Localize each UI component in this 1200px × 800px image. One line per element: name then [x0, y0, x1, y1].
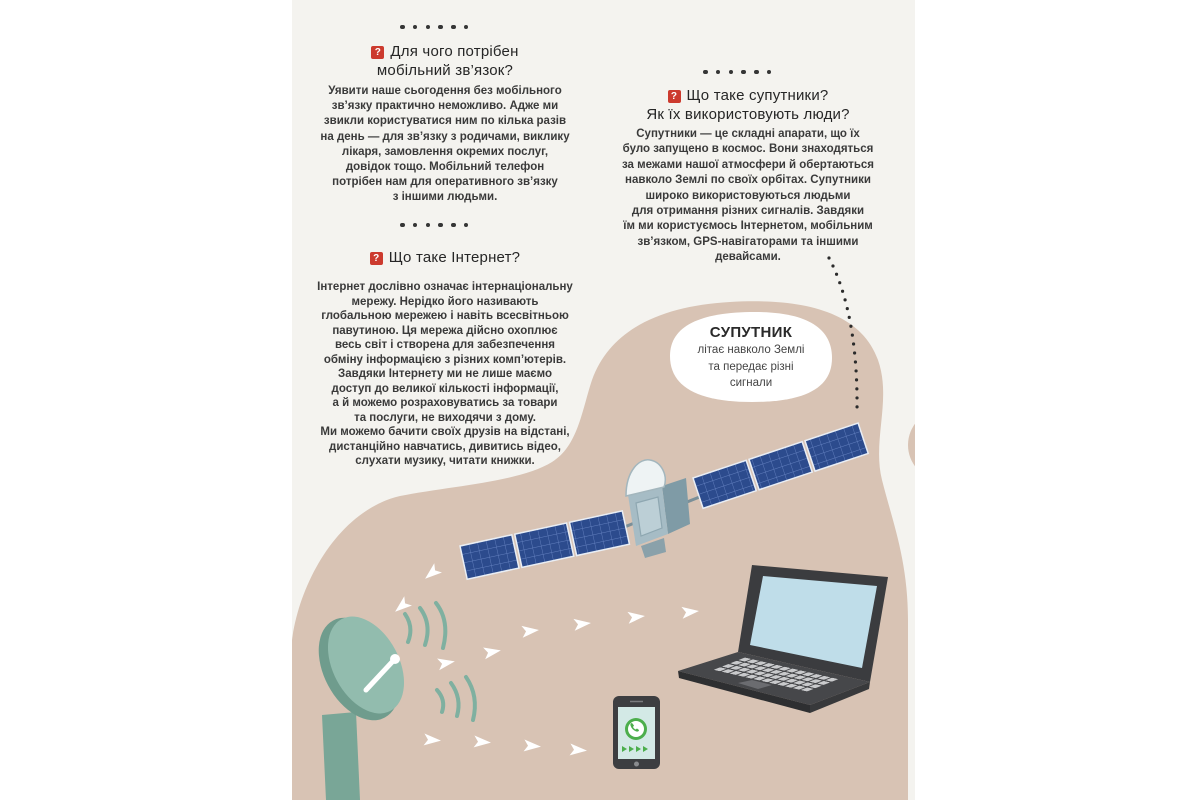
mobile-title-line: мобільний зв’язок?: [376, 61, 514, 79]
dot-separator: [400, 24, 477, 30]
satellites-text-line: їм ми користуємось Інтернетом, мобільним: [623, 220, 873, 233]
edge-blob: [908, 411, 972, 479]
satellites-text-line: за межами нашої атмосфери й обертаються: [621, 158, 875, 171]
dish-receiver: [390, 654, 400, 664]
satellite-callout: [671, 324, 831, 392]
mobile-text-line: довідок тощо. Мобільний телефон: [345, 161, 545, 174]
smartphone: [613, 696, 660, 769]
mobile-text-line: на день — для зв’язку з родичами, виклику: [320, 130, 570, 143]
dot-separator: [703, 69, 780, 75]
dish-stand: [322, 712, 360, 800]
satellites-text-line: для отримання різних сигналів. Завдяки: [631, 205, 865, 218]
satellites-text-line: Супутники — це складні апарати, що їх: [636, 128, 860, 140]
satellites-text-line: зв’язком, GPS-навігаторами та іншими: [637, 235, 859, 248]
internet-text-line: весь світ і створена для забезпечення: [334, 339, 556, 351]
internet-text-line: доступ до великої кількості інформації,: [331, 382, 559, 395]
mobile-title: [290, 43, 600, 80]
internet-text-line: Інтернет дослівно означає інтернаціональну: [317, 281, 573, 293]
question-icon: [668, 90, 681, 103]
mobile-text-line: Уявити наше сьогодення без мобільного: [328, 85, 562, 97]
internet-text-line: слухати музику, читати книжки.: [355, 455, 535, 467]
internet-text-line: обміну інформацією з різних комп’ютерів.: [323, 353, 567, 366]
internet-title-text: Що таке Інтернет?: [388, 249, 521, 266]
internet-text-line: дистанційно навчатись, дивитись відео,: [329, 440, 561, 453]
satellites-title-text: Що таке супутники?: [686, 87, 829, 104]
callout-line: літає навколо Землі: [697, 344, 805, 356]
satellites-text-line: широко використовуються людьми: [645, 189, 851, 202]
phone-home-button: [634, 762, 639, 767]
internet-title: [290, 249, 600, 268]
satellites-paragraph: [598, 127, 898, 266]
internet-paragraph: [290, 280, 600, 469]
internet-text-line: павутиною. Ця мережа дійсно охоплює: [332, 324, 558, 337]
callout-line: та передає різні: [708, 360, 794, 373]
internet-text-line: Завдяки Інтернету ми не лише маємо: [338, 368, 552, 380]
dot-separator: [400, 222, 477, 228]
satellites-text-line: девайсами.: [715, 251, 781, 264]
satellites-title-line: Як їх використовують люди?: [646, 105, 850, 123]
satellites-text-line: було запущено в космос. Вони знаходяться: [622, 143, 874, 156]
internet-text-line: а й можемо розраховуватись за товари: [332, 397, 558, 409]
satellites-title-line: [598, 87, 898, 106]
mobile-text-line: звикли користуватися ним по кілька разів: [323, 115, 567, 128]
question-mark: ?: [670, 91, 678, 102]
question-mark: ?: [373, 253, 380, 264]
mobile-text-line: зв’язку практично неможливо. Адже ми: [331, 100, 559, 113]
call-icon-ring: [628, 721, 644, 737]
question-icon: [371, 46, 384, 59]
callout-title: СУПУТНИК: [709, 324, 793, 341]
mobile-text-line: лікаря, замовлення окремих послуг,: [341, 145, 549, 158]
question-mark: ?: [374, 47, 382, 58]
satellites-text-line: навколо Землі по своїх орбітах. Супутники: [625, 174, 871, 187]
internet-text-line: мережу. Нерідко його називають: [351, 295, 539, 308]
mobile-title-line: [290, 43, 600, 62]
mobile-title-text: Для чого потрібен: [390, 43, 519, 60]
internet-text-line: Ми можемо бачити своїх друзів на відстані,: [320, 426, 570, 438]
mobile-text-line: потрібен нам для оперативного зв’язку: [332, 176, 558, 189]
internet-text-line: та послуги, не виходячи з дому.: [354, 411, 536, 424]
internet-text-line: глобальною мережею і навіть всесвітньою: [321, 310, 569, 322]
satellites-title: [598, 87, 898, 124]
callout-line: сигнали: [729, 377, 773, 389]
question-icon: [370, 252, 383, 265]
mobile-paragraph: [290, 84, 600, 206]
internet-title-line: [290, 249, 600, 268]
mobile-text-line: з іншими людьми.: [392, 191, 498, 204]
